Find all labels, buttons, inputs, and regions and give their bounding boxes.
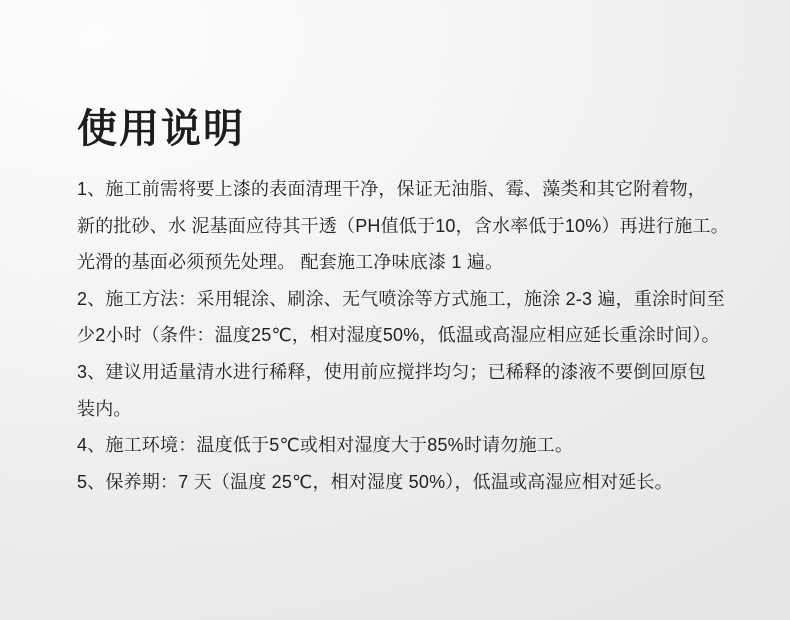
instructions-text-block [77,171,750,500]
instruction-line-4: 2、施工方法：采用辊涂、刷涂、无气喷涂等方式施工，施涂 2-3 遍，重涂时间至 [77,288,725,309]
instruction-line-3: 光滑的基面必须预先处理。 配套施工净味底漆 1 遍。 [77,252,504,273]
instruction-line-1: 1、施工前需将要上漆的表面清理干净，保证无油脂、霉、藻类和其它附着物， [77,179,707,199]
instructions-content [77,0,750,500]
instruction-line-7: 装内。 [77,398,132,419]
instruction-line-6: 3、建议用适量清水进行稀释，使用前应搅拌均匀；已稀释的漆液不要倒回原包 [77,361,707,382]
instruction-line-8: 4、施工环境：温度低于5℃或相对湿度大于85%时请勿施工。 [77,435,574,456]
instruction-line-9: 5、保养期：7 天（温度 25℃，相对湿度 50%），低温或高湿应相对延长。 [77,471,673,492]
instruction-line-5: 少2小时（条件：温度25℃，相对湿度50%，低温或高湿应相应延长重涂时间）。 [77,325,720,346]
page-title: 使用说明 [77,107,245,151]
instruction-line-2: 新的批砂、水 泥基面应待其干透（PH值低于10，含水率低于10%）再进行施工。 [77,215,729,236]
